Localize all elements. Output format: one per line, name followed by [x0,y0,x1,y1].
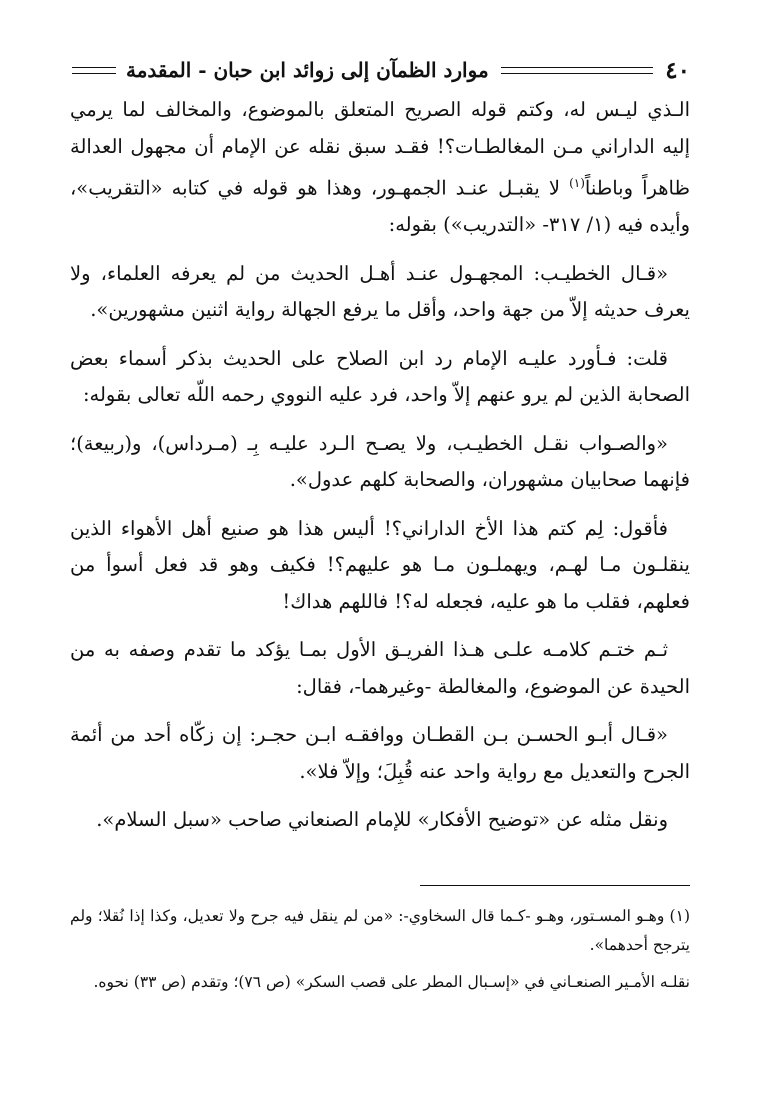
paragraph: ونقل مثله عن «توضيح الأفكار» للإمام الصنعاني صاحب «سبل السلام». [96,808,668,831]
paragraph-text: الـذي ليـس له، وكتم قوله الصريح المتعلق بالموضوع، والمخالف لما يرمي إليه الداراني مـن المغالطـات؟! فقـد سبق نقله عن الإمام أن مجهول العدالة ظاهراً وباطناً [70,98,690,200]
footnotes [70,902,690,1005]
running-title: موارد الظمآن إلى زوائد ابن حبان - المقدمة [126,58,489,82]
page-number: ٤٠ [665,56,690,84]
quote-paragraph: «قـال الخطيـب: المجهـول عنـد أهـل الحديث من لم يعرفه العلماء، ولا يعرف حديثه إلاّ من جهة واحد، وأقل ما يرفع الجهالة رواية اثنين مشهورين». [70,261,690,321]
footnote: (١) وهـو المسـتور، وهـو -كـما قال السخاوي-: «من لم ينقل فيه جرح ولا تعديل، وكذا إذا نُقلا؛ ولم يترجح أحدهما». [70,907,690,954]
quote-paragraph: «والصـواب نقـل الخطيـب، ولا يصـح الـرد عليـه بِـ (مـرداس)، و(ربيعة)؛ فإنهما صحابيان مشهوران، والصحابة كلهم عدول». [70,431,690,491]
paragraph-text: لا يقبـل عنـد الجمهـور، وهذا هو قوله في كتابه «التقريب»، وأيده فيه (١/ ٣١٧- «التدريب») بقوله: [70,176,690,236]
footnote: نقلـه الأمـير الصنعـاني في «إسـبال المطر على قصب السكر» (ص ٧٦)؛ وتقدم (ص ٣٣) نحوه. [93,973,690,991]
paragraph: ثـم ختـم كلامـه علـى هـذا الفريـق الأول بمـا يؤكد ما تقدم وصفه به من الحيدة عن الموضوع، والمغالطة -وغيرهما-، فقال: [70,638,690,698]
header-rule-left [72,67,116,74]
quote-paragraph: «قـال أبـو الحسـن بـن القطـان ووافقـه ابـن حجـر: إن زكّاه أحد من أئمة الجرح والتعديل مع رواية واحد عنه قُبِلَ؛ وإلاّ فلا». [70,723,690,783]
header-rule-right [501,67,654,74]
paragraph: قلت: فـأورد عليـه الإمام رد ابن الصلاح على الحديث بذكر أسماء بعض الصحابة الذين لم يرو عنهم إلاّ واحد، فرد عليه النووي رحمه اللّه تعالى بقوله: [70,346,690,406]
footnote-divider [420,885,690,886]
paragraph: فأقول: لِم كتم هذا الأخ الداراني؟! أليس هذا هو صنيع أهل الأهواء الذين ينقلـون مـا لهـم، ويهملـون مـا هو عليهم؟! فكيف وهو قد فعل أسوأ من فعلهم، فقلب ما هو عليه، فجعله له؟! فاللهم هداك! [70,516,690,613]
main-text [70,92,690,851]
footnote-ref: (١) [569,176,585,190]
paragraph [70,92,690,244]
running-header [72,52,690,88]
